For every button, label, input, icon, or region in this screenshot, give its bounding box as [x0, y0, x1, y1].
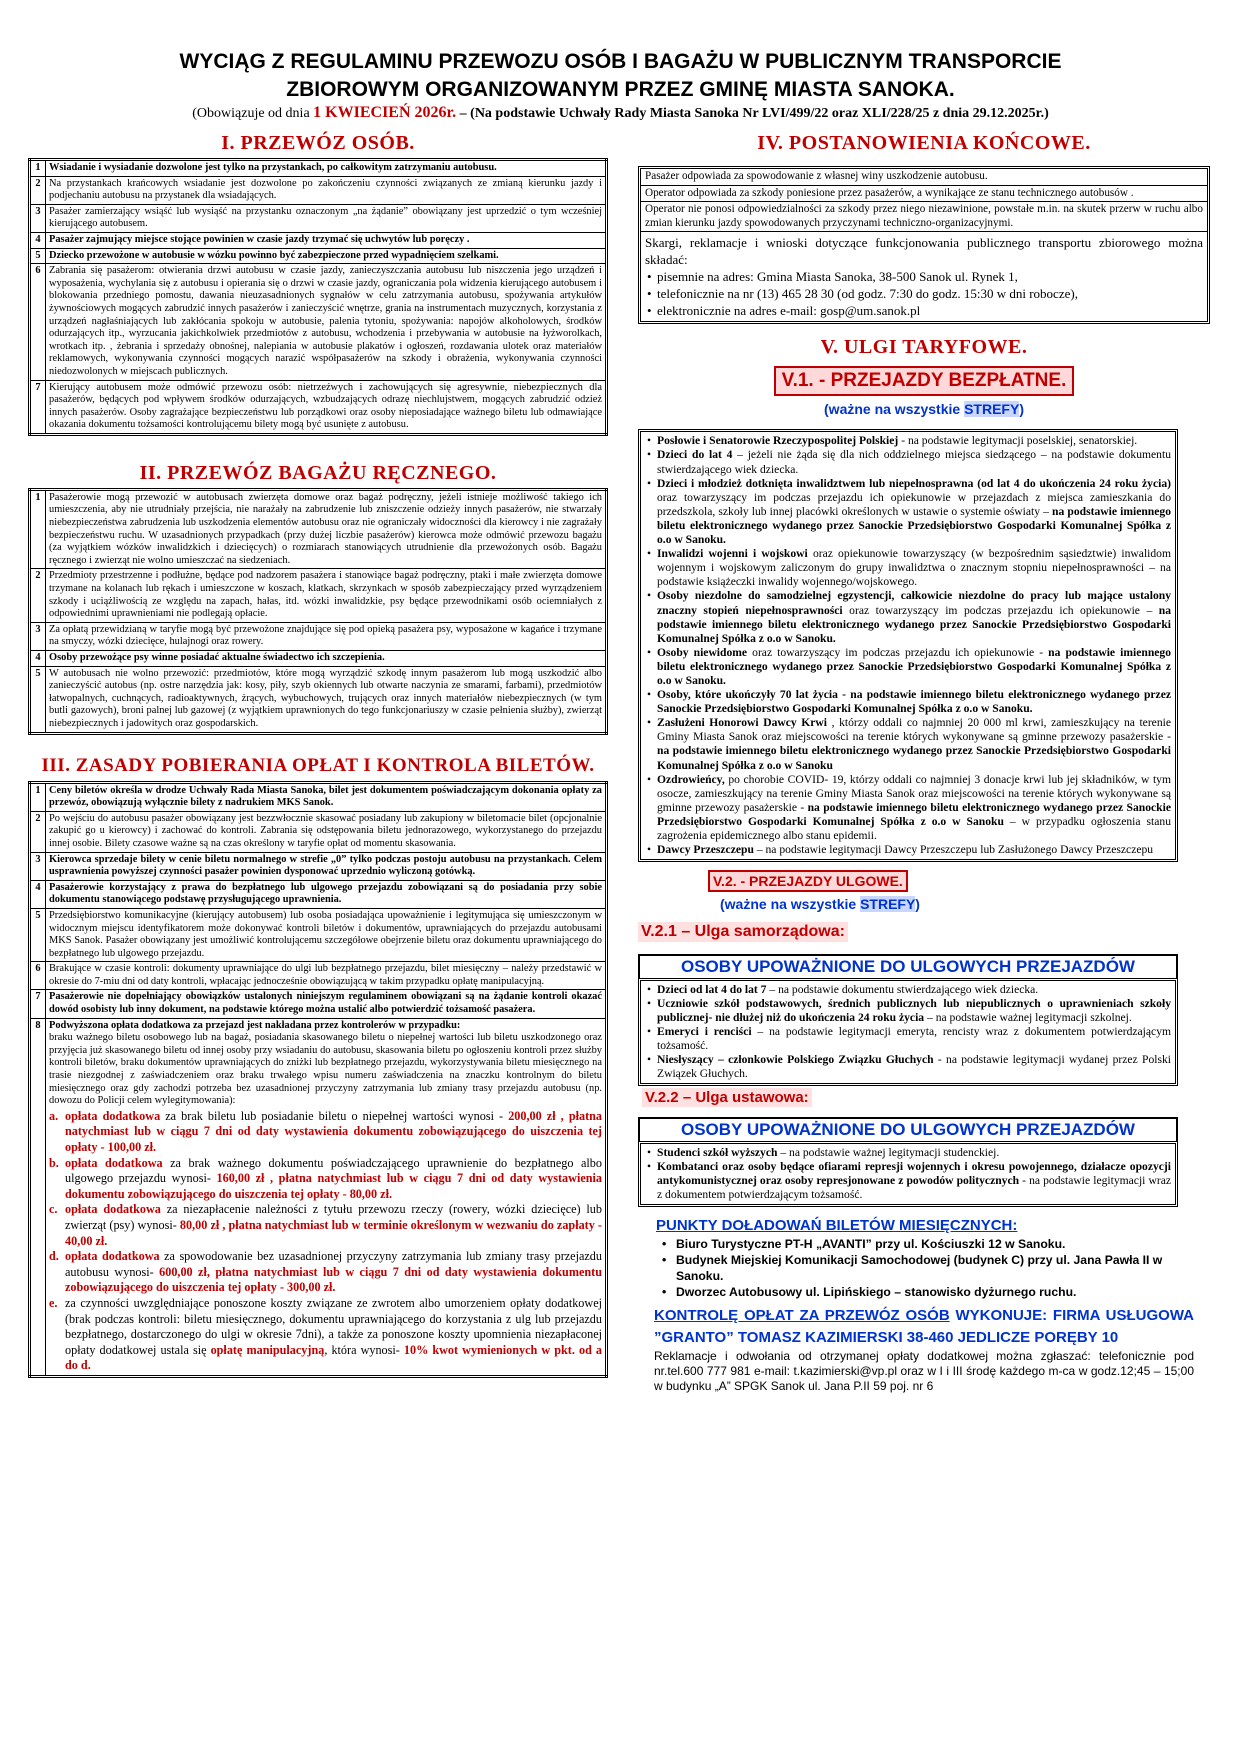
free-ride-item	[645, 589, 1171, 645]
free-ride-item	[645, 434, 1171, 448]
section-2-table	[28, 488, 608, 735]
rule-row	[30, 264, 607, 380]
authorized-header-2: OSOBY UPOWAŻNIONE DO ULGOWYCH PRZEJAZDÓW	[638, 1117, 1178, 1141]
validity-suffix: – (Na podstawie Uchwały Rady Miasta Sanoka Nr LVI/499/22 oraz XLI/228/25 z dnia 29.12.2025r.)	[456, 106, 1049, 121]
free-ride-item	[645, 547, 1171, 589]
surcharge-amount: 200,00 zł , płatna natychmiast lub w ciągu 7 dni od daty wystawienia dokumentu zobowiązującego do uiszczenia tej opłaty - 100,00 zł.	[65, 1108, 603, 1154]
zones-highlight: STREFY	[964, 401, 1020, 418]
rule-number: 5	[30, 666, 46, 733]
surcharge-text: za spowodowanie bez uzasadnionej przyczyny zatrzymania lub zmiany trasy przejazdu autobusu wynosi-	[65, 1249, 602, 1279]
rule-text: Za opłatą przewidzianą w taryfie mogą być przewożone znajdujące się pod opieką pasażera psy, wyposażone w kagańce i trzymane na smyczy, wózki dziecięce, hulajnogi oraz rowery.	[46, 622, 607, 650]
surcharge-list	[49, 1108, 602, 1374]
surcharge-amount: 80,00 zł , płatna natychmiast lub w terminie określonym w wezwaniu do zapłaty - 40,00 zł.	[65, 1217, 602, 1248]
zones-post-2: )	[915, 896, 920, 913]
zones-note-2	[720, 896, 1210, 912]
rule-row	[30, 811, 607, 852]
municipal-item	[645, 983, 1171, 997]
rule-number: 6	[30, 962, 46, 990]
validity-date: 1 KWIECIEŃ 2026r.	[313, 104, 457, 121]
surcharge-amount-2: 10% kwot wymienionych w pkt. od a do d.	[65, 1342, 603, 1373]
rule-number: 1	[30, 160, 46, 177]
free-ride-item	[645, 477, 1171, 547]
surcharge-letter: a.	[49, 1108, 59, 1123]
surcharge-item	[49, 1109, 602, 1156]
statutory-item-text: – na podstawie ważnej legitymacji studenckiej.	[777, 1146, 1000, 1160]
free-ride-item-text: - na podstawie legitymacji poselskiej, senatorskiej.	[898, 434, 1138, 448]
surcharge-conditions: braku ważnego biletu osobowego lub na bagaż, posiadania skasowanego biletu o niepełnej wartości lub biletu uszkodzonego oraz przyjęcia już skasowanego biletu od innej osoby przy wsiadaniu do autobusu, skasowania biletu po ogłoszeniu kontroli przez służby kontroli biletów, braku dokumentów uprawniających do zniżki lub bezpłatnego przejazdu, wykorzystywania biletu miesięcznego na trasie niezgodnej z zaświadczeniem oraz braku trwałego wpisu numeru zaświadczenia na znaczku kontrolnym do biletu miesięcznego oraz gdy zachodzi potrzeba bez uzasadnionej przyczyny zatrzymania lub zmiany trasy przejazdu autobusu (np. dowozu do Policji celem wylegitymowania):	[49, 1032, 602, 1107]
complaint-channel: • elektronicznie na adres e-mail: gosp@um.sanok.pl	[645, 302, 1203, 319]
statutory-item-bold: Studenci szkół wyższych	[657, 1146, 778, 1160]
zones-pre: (ważne na wszystkie	[824, 401, 965, 418]
free-ride-item-text: oraz towarzyszący im podczas przejazdu ich opiekunowie –	[842, 603, 1159, 617]
municipal-item-bold: Emeryci i renciści	[657, 1025, 752, 1039]
surcharge-item	[49, 1249, 602, 1296]
free-ride-item-text: oraz opiekunowie towarzyszący (w bezpośrednim sąsiedztwie) inwalidom wojennym i wojskowym zaliczonym do grupy inwalidztwa o znacznym stopniu niepełnosprawności – na podstawie książeczki inwalidy wojennego/wojskowego.	[657, 547, 1172, 589]
right-column	[638, 128, 1210, 1394]
municipal-discount-box	[638, 978, 1178, 1086]
rule-text: Wsiadanie i wysiadanie dozwolone jest tylko na przystankach, po całkowitym zatrzymaniu autobusu.	[46, 160, 607, 177]
section-5-title: V. ULGI TARYFOWE.	[820, 336, 1028, 359]
free-ride-item-text-2: – w przypadku ogłoszenia stanu zagrożenia epidemicznego albo stanu epidemii.	[657, 814, 1171, 842]
free-ride-item-bold-2: na podstawie imiennego biletu elektronicznego wydanego przez Sanockie Przedsiębiorstwo Gospodarki Komunalnej Spółka z o.o w Sanoku	[657, 800, 1171, 828]
authorized-header-1: OSOBY UPOWAŻNIONE DO ULGOWYCH PRZEJAZDÓW	[638, 954, 1178, 978]
rule-row	[30, 962, 607, 990]
free-ride-item-bold: Zasłużeni Honorowi Dawcy Krwi	[657, 716, 828, 730]
municipal-item-text: – na podstawie legitymacji emeryta, rencisty wraz z dokumentem potwierdzającym tożsamość.	[657, 1025, 1172, 1053]
appeal-note: Reklamacje i odwołania od otrzymanej opłaty dodatkowej można zgłaszać: telefonicznie pod nr.tel.600 777 981 e-mail: t.kazimierski@vp.pl oraz w I i III środę każdego m-ca w godz.12;45 – 15;00 w budynku „A” SPGK Sanok ul. Jana P.II 59 poj. nr 6	[654, 1349, 1194, 1394]
rule-text: Ceny biletów określa w drodze Uchwały Rada Miasta Sanoka, bilet jest dokumentem poświadczającym dokonania opłaty za przewóz, obowiązują wyłącznie bilety z nadrukiem MKS Sanok.	[46, 782, 607, 811]
surcharge-heading: Podwyższona opłata dodatkowa za przejazd jest nakładana przez kontrolerów w przypadku:	[49, 1019, 461, 1031]
provision-row: Operator odpowiada za szkody poniesione przez pasażerów, a wynikające ze stanu technicznego autobusów .	[641, 186, 1207, 203]
surcharge-text-2: , która wynosi-	[324, 1342, 404, 1357]
rule-text: Dziecko przewożone w autobusie w wózku powinno być zabezpieczone przed wypadnięciem szelkami.	[46, 248, 607, 264]
rule-text: Pasażerowie mogą przewozić w autobusach zwierzęta domowe oraz bagaż podręczny, jeżeli istnieje możliwość takiego ich umieszczenia, aby nie utrudniały przejścia, nie narażały na zabrudzenie lub zniszczenie odzieży innych pasażerów, nie stwarzały niebezpieczeństwa zabrudzenia lub uszkodzenia elementów autobusu oraz nie ograniczały widoczności dla kierowcy i nie zagrażały bezpieczeństwu ruchu. W uzasadnionych przypadkach (przy dużej liczbie pasażerów) kierowca może odmówić przewozu bagażu (za wyjątkiem wózków inwalidzkich i dziecięcych) o rozmiarach stanowiących utrudnienie dla przewożonych osób. Bagażu ręcznego i zwierząt nie wolno umieszczać na siedzeniach.	[46, 489, 607, 569]
free-ride-item-bold-2: na podstawie imiennego biletu elektronicznego wydanego przez Sanockie Przedsiębiorstwo Gospodarki Komunalnej Spółka z o.o w Sanoku.	[657, 504, 1171, 547]
statutory-item-text: - na podstawie legitymacji wraz z dokumentem potwierdzającym tożsamość.	[657, 1174, 1171, 1202]
rule-number: 4	[30, 880, 46, 908]
rule-row	[30, 622, 607, 650]
municipal-item-bold: Dzieci od lat 4 do lat 7	[657, 983, 767, 997]
rule-number: 3	[30, 622, 46, 650]
municipal-item	[645, 1053, 1171, 1081]
statutory-item	[645, 1160, 1171, 1202]
free-ride-item-bold: Osoby, które ukończyły 70 lat życia - na podstawie imiennego biletu elektronicznego wydanego przez Sanockie Przedsiębiorstwo Gospodarki Komunalnej Spółka z o.o w Sanoku.	[657, 688, 1171, 716]
control-info	[654, 1305, 1194, 1349]
rule-text: Przedsiębiorstwo komunikacyjne (kierujący autobusem) lub osoba posiadająca upoważnienie i legitymująca się umieszczonym w widocznym miejscu identyfikatorem może dokonywać kontroli biletów i dokumentów, uprawniających do przejazdu autobusami MKS Sanok. Pasażer obowiązany jest umożliwić kontrolującemu szczegółowe obejrzenie biletu oraz dokumentu uprawniającego do bezpłatnego lub ulgowego przejazdu.	[46, 908, 607, 961]
zones-note-1	[638, 401, 1210, 417]
rule-text: Pasażerowie nie dopełniający obowiązków ustalonych niniejszym regulaminem obowiązani są na żądanie kontroli okazać dowód osobisty lub inny dokument, na podstawie którego można ustalić albo potwierdzić tożsamość pasażera.	[46, 990, 607, 1018]
rule-number: 5	[30, 908, 46, 961]
surcharge-letter: b.	[49, 1155, 59, 1170]
free-ride-item-text: – na podstawie legitymacji Dawcy Przeszczepu lub Zasłużonego Dawcy Przeszczepu	[753, 843, 1154, 857]
surcharge-lead: opłata dodatkowa	[65, 1202, 161, 1217]
rule-row	[30, 880, 607, 908]
control-company: WYKONUJE: FIRMA USŁUGOWA ”GRANTO” TOMASZ KAZIMIERSKI 38-460 JEDLICZE PORĘBY 10	[654, 1307, 1194, 1347]
surcharge-text: za czynności uwzględniające ponoszone koszty związane ze zwrotem albo umorzeniem opłaty dodatkowej (brak podczas kontroli: biletu miesięcznego, dokumentu uprawniającego do korzystania z ulg lub przejazdu bezpłatnego, dostarczonego do ulgi w okresie 7dni), a także za ponoszone koszty upomnienia niezapłaconej opłaty dodatkowej ustala się	[65, 1295, 602, 1357]
left-column	[28, 128, 608, 1378]
rule-number: 1	[30, 782, 46, 811]
free-ride-item	[645, 688, 1171, 716]
rule-row	[30, 176, 607, 204]
surcharge-text: za brak biletu lub posiadanie biletu o niepełnej wartości wynosi -	[160, 1108, 509, 1123]
surcharge-letter: d.	[49, 1249, 59, 1264]
surcharge-amount: 600,00 zł, płatna natychmiast lub w ciągu 7 dni od daty wystawienia dokumentu zobowiązującego do uiszczenia tej opłaty - 300,00 zł.	[65, 1264, 602, 1295]
rule-row	[30, 232, 607, 248]
complaint-channel: • telefonicznie na nr (13) 465 28 30 (od godz. 7:30 do godz. 15:30 w dni robocze),	[645, 285, 1203, 302]
surcharge-text: za niezapłacenie należności z tytułu przewozu rzeczy (rowery, wózki dziecięce) lub zwierząt (psy) wynosi-	[65, 1202, 602, 1232]
rule-number: 7	[30, 380, 46, 434]
zones-post: )	[1019, 401, 1024, 418]
rule-text: Po wejściu do autobusu pasażer obowiązany jest bezzwłocznie skasować posiadany lub zakupiony w biletomacie bilet (opcjonalnie zakupić go u kierowcy) i zachować do kontroli. Zabrania się odstępowania biletu jednorazowego, wykorzystanego do przejazdu innej osobie. Bilety czasowe ważne są na czas określony w taryfie opłat od momentu skasowania.	[46, 811, 607, 852]
rule-text: Osoby przewożące psy winne posiadać aktualne świadectwo ich szczepienia.	[46, 651, 607, 667]
free-ride-item	[645, 646, 1171, 688]
statutory-discount-box	[638, 1141, 1178, 1207]
rule-number: 1	[30, 489, 46, 569]
rule-number: 6	[30, 264, 46, 380]
municipal-item-bold: Uczniowie szkół podstawowych, średnich publicznych lub niepublicznych o uprawnieniach szkoły publicznej- nie dłużej niż do ukończenia 24 roku życia	[657, 997, 1171, 1025]
top-up-point: • Dworzec Autobusowy ul. Lipińskiego – stanowisko dyżurnego ruchu.	[662, 1285, 1077, 1300]
rule-row	[30, 160, 607, 177]
rule-text: Na przystankach krańcowych wsiadanie jest dozwolone po zakończeniu czynności związanych ze zmianą kierunku jazdy i podjechaniu autobusu na przystanek dla wsiadających.	[46, 176, 607, 204]
rule-row	[30, 569, 607, 622]
bullet-icon: •	[662, 1253, 667, 1268]
rule-row	[30, 666, 607, 733]
surcharge-item	[49, 1296, 602, 1374]
free-ride-item-text: – jeżeli nie żąda się dla nich oddzielnego miejsca siedzącego – na podstawie dokumentu stwierdzającego wiek dziecka.	[657, 448, 1172, 476]
section-3-table	[28, 781, 608, 1378]
doc-title-line2: ZBIOROWYM ORGANIZOWANYM PRZEZ GMINĘ MIASTA SANOKA.	[286, 78, 955, 101]
rule-row	[30, 852, 607, 880]
rule-row	[30, 489, 607, 569]
free-ride-item-bold-2: na podstawie imiennego biletu elektronicznego wydanego przez Sanockie Przedsiębiorstwo Gospodarki Komunalnej Spółka z o.o w Sanoku	[657, 744, 1171, 772]
rule-text: Kierujący autobusem może odmówić przewozu osób: nietrzeźwych i zachowujących się agresywnie, niebezpiecznych dla pasażerów, będących pod wpływem środków odurzających, wzbudzających odrazę niechlujstwem, mogących zabrudzić odzież innych pasażerów. Osoby zagrażające bezpieczeństwu lub porządkowi oraz osoby nieposiadające ważnego biletu lub odmawiające okazania dokumentu tożsamości kontrolującemu bilety mogą być usunięte z autobusu.	[46, 380, 607, 434]
free-ride-item-bold: Dzieci do lat 4	[657, 448, 733, 462]
surcharge-lead: opłata dodatkowa	[65, 1108, 161, 1123]
surcharge-lead: opłata dodatkowa	[65, 1155, 163, 1170]
free-ride-item-bold-2: na podstawie imiennego biletu elektronicznego wydanego przez Sanockie Przedsiębiorstwo Gospodarki Komunalnej Spółka z o.o w Sanoku.	[657, 645, 1172, 687]
rule-number: 8	[30, 1018, 46, 1376]
free-rides-title: V.1. - PRZEJAZDY BEZPŁATNE.	[774, 366, 1075, 396]
municipal-item-bold: Niesłyszący – członkowie Polskiego Związku Głuchych	[657, 1053, 934, 1067]
bullet-icon: •	[662, 1237, 667, 1252]
rule-text: Pasażer zajmujący miejsce stojące powinien w czasie jazdy trzymać się uchwytów lub poręczy .	[46, 232, 607, 248]
rule-text: Zabrania się pasażerom: otwierania drzwi autobusu w czasie jazdy, zanieczyszczania autobusu lub niszczenia jego urządzeń i wyposażenia, wychylania się z autobusu i opierania się o drzwi w czasie jazdy, ograniczania pola widzenia kierującego autobusem i blokowania przedniego pomostu, dawania nieuzasadnionych sygnałów w celu zatrzymania autobusu, spożywania artykułów żywnościowych mogących zabrudzić innych pasażerów i zanieczyścić wnętrze, grania na instrumentach muzycznych, korzystania z urządzeń nagłaśniających lub zakłócania spokoju w autobusie, palenia tytoniu, spożywania: napojów alkoholowych, środków odurzających itp., wyrzucania jakichkolwiek przedmiotów z autobusu, wchodzenia i przebywania w autobusie na łyżworolkach, wrotkach itp. , żebrania i sprzedaży obnośnej, nalepiania w autobusie plakatów i ogłoszeń, rozdawania ulotek oraz materiałów reklamowych, wykonywania czynności mogących narazić współpasażerów na szkody i obrażenia, wykonywania czynności niedozwolonych w miejscach publicznych.	[46, 264, 607, 380]
rule-row	[30, 990, 607, 1018]
complaints-intro: Skargi, reklamacje i wnioski dotyczące funkcjonowania publicznego transportu zbiorowego można składać:	[645, 235, 1203, 268]
rule-number: 2	[30, 176, 46, 204]
discount-rides-title: V.2. - PRZEJAZDY ULGOWE.	[708, 870, 908, 892]
rule-number: 7	[30, 990, 46, 1018]
rule-number: 3	[30, 204, 46, 232]
surcharge-letter: e.	[49, 1295, 58, 1310]
validity-prefix: (Obowiązuje od dnia	[192, 106, 314, 121]
rule-number: 2	[30, 811, 46, 852]
control-company-label: KONTROLĘ OPŁAT ZA PRZEWÓZ OSÓB	[654, 1307, 950, 1325]
rule-number: 3	[30, 852, 46, 880]
rule-row	[30, 908, 607, 961]
surcharge-lead: opłata dodatkowa	[65, 1249, 160, 1264]
free-ride-item-bold: Posłowie i Senatorowie Rzeczypospolitej Polskiej	[657, 434, 899, 448]
statutory-discount-title: V.2.2 – Ulga ustawowa:	[642, 1088, 812, 1107]
rule-row	[30, 782, 607, 811]
free-ride-item	[645, 773, 1171, 843]
rule-number: 5	[30, 248, 46, 264]
municipal-item	[645, 1025, 1171, 1053]
rule-text	[46, 1018, 607, 1376]
zones-pre-2: (ważne na wszystkie	[720, 896, 861, 913]
free-ride-item-bold: Dawcy Przeszczepu	[657, 843, 754, 857]
provision-row: Pasażer odpowiada za spowodowanie z własnej winy uszkodzenie autobusu.	[641, 169, 1207, 186]
surcharge-letter: c.	[49, 1202, 58, 1217]
free-ride-item	[645, 448, 1171, 476]
free-ride-item	[645, 716, 1171, 772]
section-2-title: II. PRZEWÓZ BAGAŻU RĘCZNEGO.	[139, 461, 497, 484]
rule-text: Pasażer zamierzający wsiąść lub wysiąść na przystanku oznaczonym „na żądanie” obowiązany jest uprzedzić o tym wcześniej kierującego autobusem.	[46, 204, 607, 232]
rule-number: 2	[30, 569, 46, 622]
final-provisions-box	[638, 166, 1210, 324]
rule-row	[30, 248, 607, 264]
rule-row	[30, 651, 607, 667]
rule-text: W autobusach nie wolno przewozić: przedmiotów, które mogą wyrządzić szkodę innym pasażerom lub mogą uszkodzić albo zanieczyścić autobus (np. ostre narzędzia jak: kosy, piły, szyb okiennych lub otwarte naczynia ze smarami, farbami), przedmiotów łatwopalnych, cuchnących, radioaktywnych, żrących, wybuchowych, trujących oraz innych materiałów niebezpiecznych (w tym butli gazowych), broni palnej lub gazowej (z wyjątkiem uprawnionych do tego funkcjonariuszy w czasie pełnienia służby), zwierząt niebezpiecznych i jadowitych oraz gospodarskich.	[46, 666, 607, 733]
rule-row	[30, 380, 607, 434]
free-ride-item-bold: Osoby niewidome	[657, 645, 748, 659]
rule-number: 4	[30, 651, 46, 667]
section-4-title: IV. POSTANOWIENIA KOŃCOWE.	[757, 132, 1091, 154]
free-ride-item-bold: Osoby niezdolne do samodzielnej egzystencji, całkowicie niezdolne do pracy lub mające ustalony znaczny stopień niepełnosprawności	[657, 589, 1171, 617]
top-up-point: • Budynek Miejskiej Komunikacji Samochodowej (budynek C) przy ul. Jana Pawła II w Sanoku.	[662, 1253, 1163, 1284]
surcharge-item	[49, 1202, 602, 1249]
municipal-discount-title: V.2.1 – Ulga samorządowa:	[638, 922, 848, 942]
bullet-icon: •	[662, 1285, 667, 1300]
free-ride-item-bold: Inwalidzi wojenni i wojskowi	[657, 547, 808, 561]
surcharge-amount: opłatę manipulacyjną	[210, 1342, 325, 1357]
top-up-points-title: PUNKTY DOŁADOWAŃ BILETÓW MIESIĘCZNYCH:	[656, 1217, 1018, 1235]
free-ride-item-text: oraz towarzyszący im podczas przejazdu ich opiekunowie -	[747, 645, 1049, 659]
section-3-title: III. ZASADY POBIERANIA OPŁAT I KONTROLA BILETÓW.	[41, 754, 595, 776]
section-1-title: I. PRZEWÓZ OSÓB.	[221, 132, 415, 154]
statutory-item	[645, 1146, 1171, 1160]
surcharge-amount: 160,00 zł , płatna natychmiast lub w ciągu 7 dni od daty wystawienia dokumentu zobowiązującego do uiszczenia tej opłaty - 80,00 zł.	[65, 1171, 603, 1201]
statutory-item-bold: Kombatanci oraz osoby będące ofiarami represji wojennych i okresu powojennego, działacze opozycji antykomunistycznej oraz osoby represjonowane z powodów politycznych	[657, 1160, 1171, 1188]
rule-row	[30, 1018, 607, 1376]
free-ride-item-bold: Ozdrowieńcy,	[657, 772, 725, 786]
municipal-item-text: – na podstawie ważnej legitymacji szkolnej.	[924, 1011, 1132, 1025]
free-ride-item-bold: Dzieci i młodzież dotknięta inwalidztwem lub niepełnosprawna (od lat 4 do ukończenia 24 roku życia)	[657, 476, 1171, 490]
surcharge-text: za brak ważnego dokumentu poświadczającego uprawnienie do bezpłatnego albo ulgowego przejazdu wynosi-	[65, 1155, 602, 1186]
section-1-table	[28, 158, 608, 436]
municipal-item	[645, 997, 1171, 1025]
top-up-point: • Biuro Turystyczne PT-H „AVANTI” przy ul. Kościuszki 12 w Sanoku.	[662, 1237, 1066, 1252]
rule-text: Brakujące w czasie kontroli: dokumenty uprawniające do ulgi lub bezpłatnego przejazdu, bilet miesięczny – należy przedstawić w okresie do 7-miu dni od daty kontroli, wpłacając jednocześnie obowiązującą w takim przypadku opłatę manipulacyjną.	[46, 962, 607, 990]
municipal-item-text: – na podstawie dokumentu stwierdzającego wiek dziecka.	[766, 983, 1039, 997]
free-ride-item-text: oraz towarzyszący im podczas przejazdu ich opiekunowie w przejazdach z miejsca zamieszkania do przedszkola, szkoły lub innej placówki określonych w ustawie o systemie oświaty –	[657, 490, 1171, 518]
rule-text: Pasażerowie korzystający z prawa do bezpłatnego lub ulgowego przejazdu zobowiązani są do posiadania przy sobie dokumentu stanowiącego podstawę przysługującego uprawnienia.	[46, 880, 607, 908]
rule-text: Przedmioty przestrzenne i podłużne, będące pod nadzorem pasażera i stanowiące bagaż podręczny, ptaki i małe zwierzęta domowe trzymane na kolanach lub rękach i umieszczone w koszach, klatkach, skrzynkach w sposób zabezpieczający przed wyrządzeniem szkody i uciążliwością ze względu na zapach, hałas, itd. wózki inwalidzkie, psy będące przewodnikami osób ociemniałych z odpowiednimi uprawnieniami nie podlegają opłacie.	[46, 569, 607, 622]
free-rides-box	[638, 429, 1178, 862]
validity-line	[0, 104, 1241, 122]
free-ride-item-bold-2: na podstawie imiennego biletu elektronicznego wydanego przez Sanockie Przedsiębiorstwo Gospodarki Komunalnej Spółka z o.o w Sanoku.	[657, 603, 1171, 645]
doc-title-line1: WYCIĄG Z REGULAMINU PRZEWOZU OSÓB I BAGAŻU W PUBLICZNYM TRANSPORCIE	[179, 50, 1062, 73]
free-ride-item-text: , którzy oddali co najmniej 20 000 ml krwi, zamieszkujący na terenie Gminy Miasta Sanok oraz miejscowości na terenie których wykonywane są gminne przewozy pasażerskie -	[657, 716, 1171, 744]
free-ride-item	[645, 843, 1171, 857]
zones-highlight-2: STREFY	[860, 896, 916, 913]
rule-row	[30, 204, 607, 232]
surcharge-item	[49, 1156, 602, 1203]
free-ride-item-text: po chorobie COVID- 19, którzy oddali co najmniej 3 donacje krwi lub jej składników, w tym osocze, zamieszkujący na terenie Gminy Miasta Sanok oraz miejscowości na terenie których wykonywane są gminne przewozy pasażerskie -	[657, 772, 1171, 814]
provision-row: Operator nie ponosi odpowiedzialności za szkody przez niego niezawinione, powstałe m.in. na skutek przerw w ruchu albo zmian kierunku jazdy spowodowanych przyczynami techniczno-organizacyjnymi.	[641, 202, 1207, 232]
complaint-channel: • pisemnie na adres: Gmina Miasta Sanoka, 38-500 Sanok ul. Rynek 1,	[645, 268, 1203, 285]
rule-text: Kierowca sprzedaje bilety w cenie biletu normalnego w strefie „0” tylko podczas postoju autobusu na przystankach. Celem usprawnienia powyższej czynności pasażer powinien dysponować uprzednio wyliczoną gotówką.	[46, 852, 607, 880]
rule-number: 4	[30, 232, 46, 248]
municipal-item-text: - na podstawie legitymacji wydanej przez Polski Związek Głuchych.	[657, 1053, 1171, 1081]
